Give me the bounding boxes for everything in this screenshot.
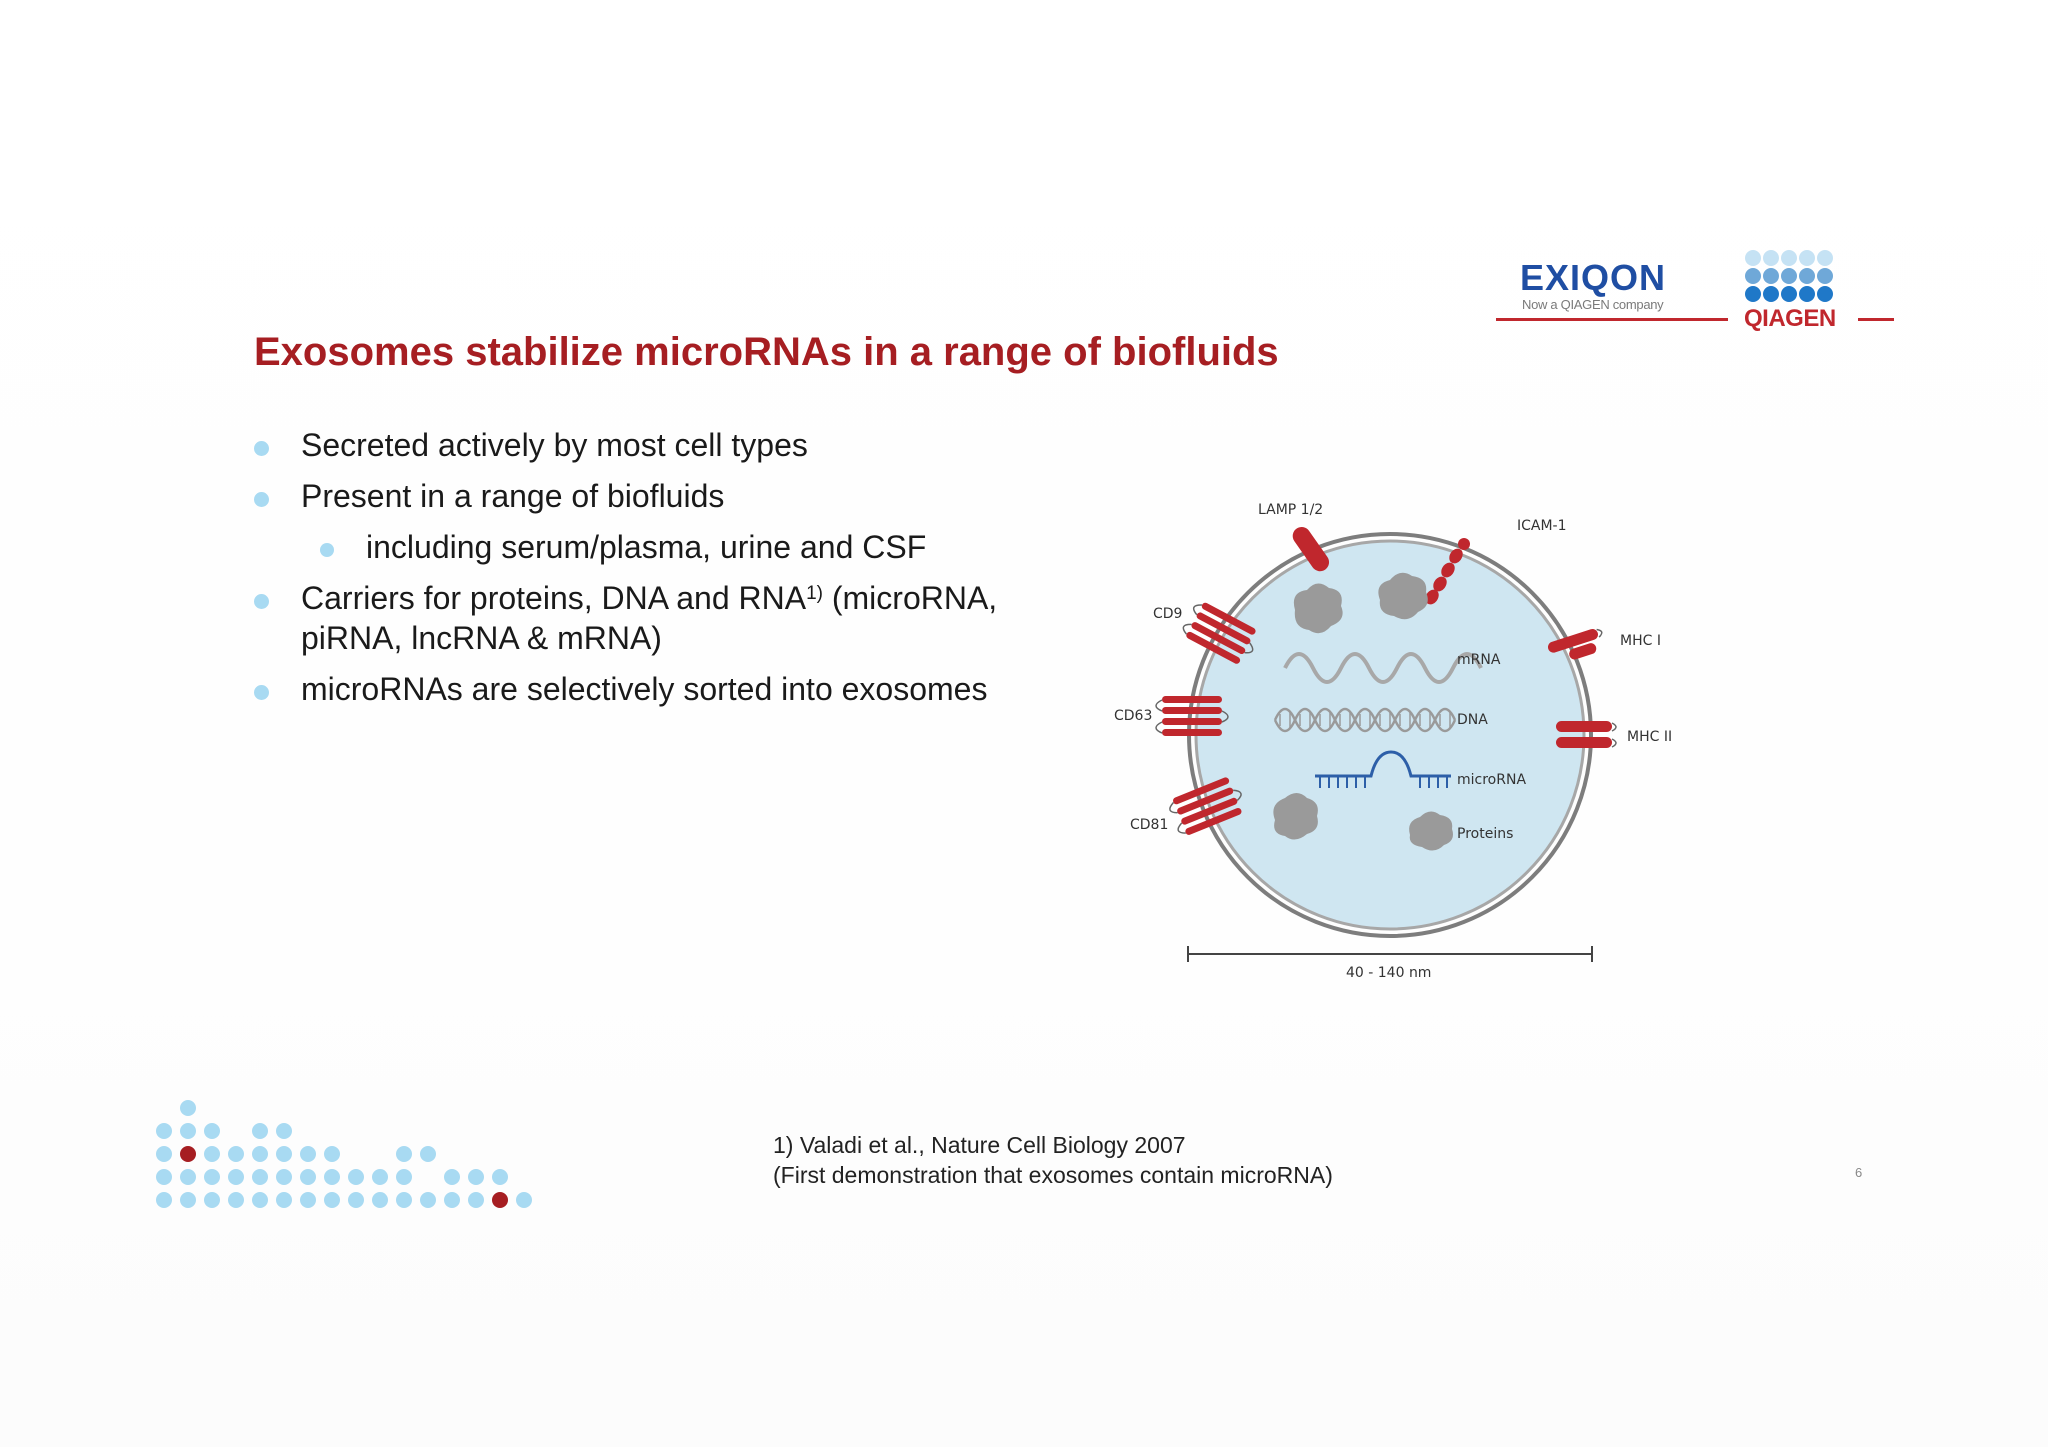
- label-dna: DNA: [1457, 712, 1488, 728]
- footnote-line-1: 1) Valadi et al., Nature Cell Biology 2007: [773, 1132, 1186, 1158]
- bullet-dot-icon: [254, 441, 269, 456]
- label-microrna: microRNA: [1457, 772, 1527, 788]
- label-proteins: Proteins: [1457, 826, 1514, 842]
- bullet-text: Carriers for proteins, DNA and RNA: [301, 580, 807, 616]
- bullet-item: [254, 476, 1074, 516]
- bullet-item: [254, 425, 1074, 465]
- exosome-diagram-svg: [1080, 490, 1720, 990]
- footnote-ref: 1): [806, 583, 823, 604]
- bullet-dot-icon: [254, 685, 269, 700]
- bullet-item: [254, 669, 1074, 709]
- slide-title: Exosomes stabilize microRNAs in a range of biofluids: [254, 330, 1279, 374]
- bullet-text: including serum/plasma, urine and CSF: [366, 529, 927, 565]
- scale-label: 40 - 140 nm: [1346, 965, 1432, 981]
- decorative-dots-icon: [150, 1095, 550, 1215]
- label-cd63: CD63: [1114, 708, 1153, 724]
- bullet-dot-icon: [254, 492, 269, 507]
- label-cd81: CD81: [1130, 817, 1169, 833]
- bullet-text: Present in a range of biofluids: [301, 478, 725, 514]
- label-mhc2: MHC II: [1627, 729, 1673, 745]
- qiagen-dots-icon: [1744, 249, 1844, 307]
- logo-rule-right: [1858, 318, 1894, 321]
- label-icam: ICAM-1: [1517, 518, 1567, 534]
- bullet-text-cont: (microRNA,: [822, 580, 998, 616]
- exiqon-qiagen-logo: [1490, 245, 1900, 335]
- exiqon-tagline: Now a QIAGEN company: [1522, 297, 1664, 312]
- page-number: 6: [1855, 1165, 1863, 1180]
- bullet-item: [254, 578, 1074, 658]
- bullet-text-line2: piRNA, lncRNA & mRNA): [301, 620, 662, 656]
- bullet-text: microRNAs are selectively sorted into exosomes: [301, 671, 988, 707]
- exosome-diagram: [1080, 490, 1720, 990]
- scale-bar: [1188, 946, 1592, 962]
- footnote-line-2: (First demonstration that exosomes contain microRNA): [773, 1162, 1333, 1188]
- bullet-dot-icon: [320, 543, 334, 557]
- label-mrna: mRNA: [1457, 652, 1501, 668]
- footnote: [773, 1130, 1333, 1190]
- label-lamp: LAMP 1/2: [1258, 502, 1324, 518]
- sub-bullet-item: [254, 527, 1074, 567]
- label-cd9: CD9: [1153, 606, 1183, 622]
- bullet-dot-icon: [254, 594, 269, 609]
- logo-rule-left: [1496, 318, 1728, 321]
- bullet-text: Secreted actively by most cell types: [301, 427, 808, 463]
- qiagen-logo-text: QIAGEN: [1744, 305, 1836, 332]
- exiqon-logo-text: EXIQON: [1520, 257, 1667, 298]
- bullet-list: [254, 425, 1074, 720]
- label-mhc1: MHC I: [1620, 633, 1661, 649]
